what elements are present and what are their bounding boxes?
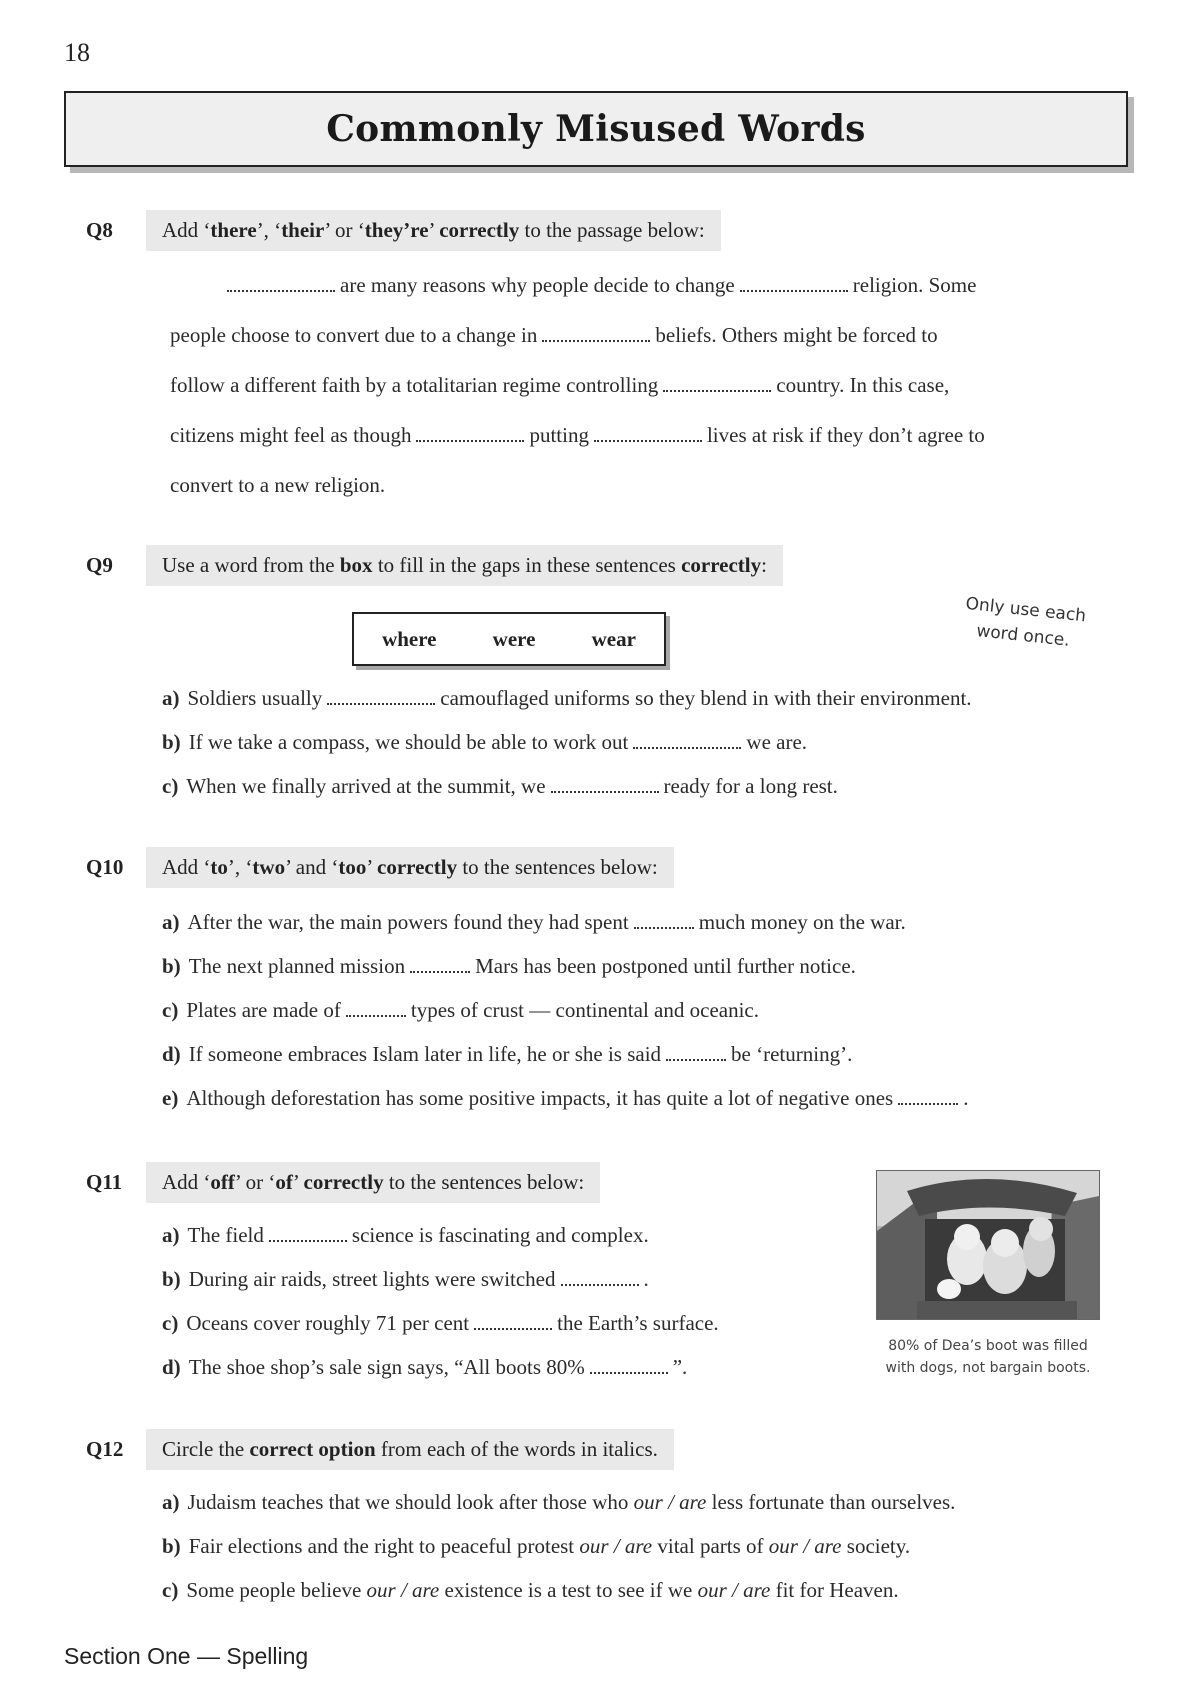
fill-in-passage: [170, 260, 1090, 510]
blank-gap[interactable]: [346, 994, 406, 1017]
question-number: Q11: [86, 1170, 123, 1194]
page-title: Commonly Misused Words: [326, 108, 866, 150]
word-choice[interactable]: our / are: [579, 1534, 653, 1558]
blank-gap[interactable]: [663, 369, 771, 392]
word-choice[interactable]: our / are: [768, 1534, 842, 1558]
passage-line: follow a different faith by a totalitarian regime controlling country. In this case,: [170, 360, 1090, 410]
photo-caption: 80% of Dea’s boot was filled with dogs, not bargain boots.: [885, 1338, 1091, 1376]
list-item: c) Some people believe our / are existence is a test to see if we our / are fit for Heaven.: [162, 1578, 899, 1602]
blank-gap[interactable]: [590, 1351, 668, 1374]
list-item: b) During air raids, street lights were switched .: [162, 1257, 719, 1301]
question-number: Q10: [86, 855, 124, 879]
blank-gap[interactable]: [410, 950, 470, 973]
blank-gap[interactable]: [594, 419, 702, 442]
blank-gap[interactable]: [634, 906, 694, 929]
sentence-list: [162, 676, 972, 808]
question-number: Q9: [86, 553, 113, 577]
list-item: c) Oceans cover roughly 71 per cent the Earth’s surface.: [162, 1301, 719, 1345]
word-option: where: [382, 626, 437, 651]
blank-gap[interactable]: [740, 269, 848, 292]
blank-gap[interactable]: [666, 1038, 726, 1061]
question-instruction: Add ‘there’, ‘their’ or ‘they’re’ correctly to the passage below:: [146, 210, 721, 251]
list-item: d) The shoe shop’s sale sign says, “All boots 80% ”.: [162, 1345, 719, 1389]
word-choice[interactable]: our / are: [366, 1578, 440, 1602]
list-item: a) Judaism teaches that we should look after those who our / are less fortunate than ourselves.: [162, 1490, 956, 1514]
list-item: b) The next planned mission Mars has been postponed until further notice.: [162, 944, 968, 988]
blank-gap[interactable]: [474, 1307, 552, 1330]
blank-gap[interactable]: [416, 419, 524, 442]
blank-gap[interactable]: [561, 1263, 639, 1286]
page-number: 18: [64, 38, 90, 67]
sentence-list: [162, 1480, 955, 1612]
question-instruction: Circle the correct option from each of the words in italics.: [146, 1429, 674, 1470]
list-item: c) Plates are made of types of crust — continental and oceanic.: [162, 988, 968, 1032]
question-number: Q12: [86, 1437, 124, 1461]
handwritten-note: Only use each word once.: [964, 593, 1087, 651]
list-item: d) If someone embraces Islam later in life, he or she is said be ‘returning’.: [162, 1032, 968, 1076]
passage-line: citizens might feel as though putting lives at risk if they don’t agree to: [170, 410, 1090, 460]
list-item: a) Soldiers usually camouflaged uniforms so they blend in with their environment.: [162, 676, 972, 720]
blank-gap[interactable]: [327, 682, 435, 705]
sentence-list: [162, 900, 968, 1120]
list-item: e) Although deforestation has some positive impacts, it has quite a lot of negative ones .: [162, 1076, 968, 1120]
list-item: b) If we take a compass, we should be able to work out we are.: [162, 720, 972, 764]
blank-gap[interactable]: [551, 770, 659, 793]
word-choice[interactable]: our / are: [633, 1490, 707, 1514]
passage-line: are many reasons why people decide to change religion. Some: [170, 260, 1090, 310]
list-item: c) When we finally arrived at the summit, we ready for a long rest.: [162, 764, 972, 808]
blank-gap[interactable]: [227, 269, 335, 292]
dogs-in-car-boot-photo: [876, 1170, 1100, 1320]
question-instruction: Add ‘to’, ‘two’ and ‘too’ correctly to the sentences below:: [146, 847, 674, 888]
word-box: [352, 612, 666, 666]
word-option: were: [492, 626, 536, 651]
word-option: wear: [591, 626, 636, 651]
question-instruction: Use a word from the box to fill in the gaps in these sentences correctly:: [146, 545, 783, 586]
blank-gap[interactable]: [633, 726, 741, 749]
word-choice[interactable]: our / are: [697, 1578, 771, 1602]
blank-gap[interactable]: [898, 1082, 958, 1105]
list-item: a) The field science is fascinating and complex.: [162, 1213, 719, 1257]
page-title-box: [64, 91, 1128, 167]
passage-line: people choose to convert due to a change in beliefs. Others might be forced to: [170, 310, 1090, 360]
question-number: Q8: [86, 218, 113, 242]
sentence-list: [162, 1213, 719, 1389]
question-instruction: Add ‘off’ or ‘of’ correctly to the sentences below:: [146, 1162, 600, 1203]
blank-gap[interactable]: [269, 1219, 347, 1242]
list-item: a) After the war, the main powers found they had spent much money on the war.: [162, 900, 968, 944]
section-footer: Section One — Spelling: [64, 1643, 309, 1669]
passage-line: convert to a new religion.: [170, 473, 386, 497]
blank-gap[interactable]: [542, 319, 650, 342]
list-item: b) Fair elections and the right to peaceful protest our / are vital parts of our / are society.: [162, 1534, 911, 1558]
